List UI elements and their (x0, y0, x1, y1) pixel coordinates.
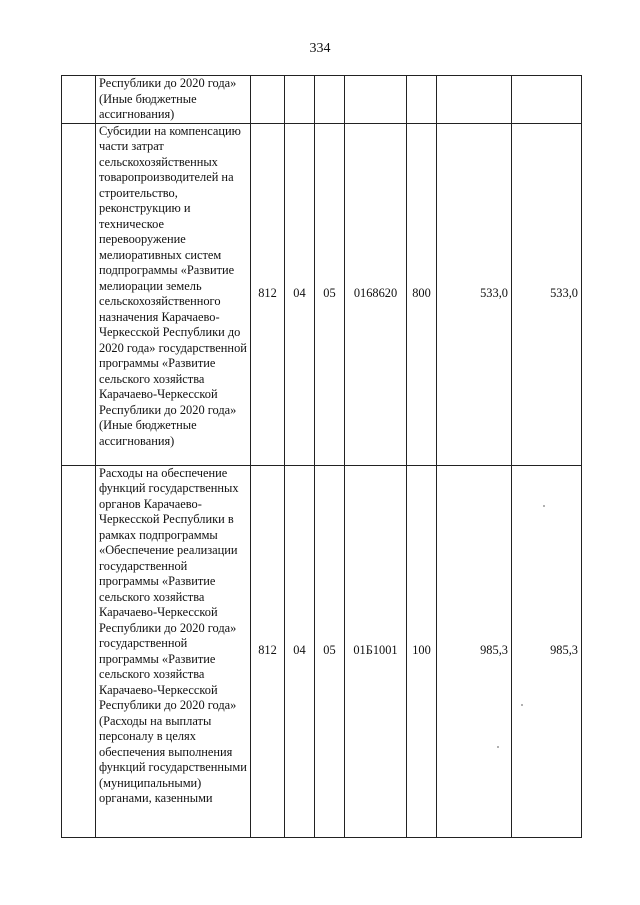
table-cell-section: 04 (285, 465, 315, 837)
table-cell-name: Расходы на обеспечение функций государственных органов Карачаево-Черкесской Республики в рамках подпрограммы «Обеспечение реализации государственной программы «Развитие сельского хозяйства Карачаево-Черкесской Республики до 2020 года» государственной программы «Развитие сельского хозяйства Карачаево-Черкесской Республики до 2020 года» (Расходы на выплаты персоналу в целях обеспечения выполнения функций государственными (муниципальными) органами, казенными (96, 465, 251, 837)
table-cell-name: Республики до 2020 года» (Иные бюджетные ассигнования) (96, 76, 251, 124)
table-cell-section (285, 76, 315, 124)
table-row (62, 123, 582, 465)
table-cell-ministry: 812 (251, 123, 285, 465)
scan-speck (543, 505, 545, 507)
table-cell-subsection: 05 (315, 123, 345, 465)
table-cell-sum-2: 985,3 (512, 465, 582, 837)
table-cell-name: Субсидии на компенсацию части затрат сельскохозяйственных товаропроизводителей на строительство, реконструкцию и техническое перевооружение мелиоративных систем подпрограммы «Развитие мелиорации земель сельскохозяйственного назначения Карачаево-Черкесской Республики до 2020 года» государственной программы «Развитие сельского хозяйства Карачаево-Черкесской Республики до 2020 года» (Иные бюджетные ассигнования) (96, 123, 251, 465)
table-cell-sum-2 (512, 76, 582, 124)
page-number: 334 (309, 41, 331, 56)
scan-speck (521, 704, 523, 706)
table-cell-sum-1: 985,3 (437, 465, 512, 837)
table-row (62, 465, 582, 837)
table-cell-empty (62, 76, 96, 124)
table-cell-subsection (315, 76, 345, 124)
table-cell-subsection: 05 (315, 465, 345, 837)
table-cell-expense-type (407, 76, 437, 124)
table-row (62, 76, 582, 124)
table-cell-target (345, 76, 407, 124)
table-cell-sum-2: 533,0 (512, 123, 582, 465)
table-cell-section: 04 (285, 123, 315, 465)
table-cell-sum-1: 533,0 (437, 123, 512, 465)
table-cell-target: 0168620 (345, 123, 407, 465)
table-cell-expense-type: 100 (407, 465, 437, 837)
table-cell-target: 01Б1001 (345, 465, 407, 837)
table-cell-empty (62, 123, 96, 465)
table-cell-expense-type: 800 (407, 123, 437, 465)
scan-speck (497, 746, 499, 748)
budget-table (61, 75, 582, 838)
table-cell-sum-1 (437, 76, 512, 124)
table-cell-empty (62, 465, 96, 837)
table-cell-ministry (251, 76, 285, 124)
table-cell-ministry: 812 (251, 465, 285, 837)
